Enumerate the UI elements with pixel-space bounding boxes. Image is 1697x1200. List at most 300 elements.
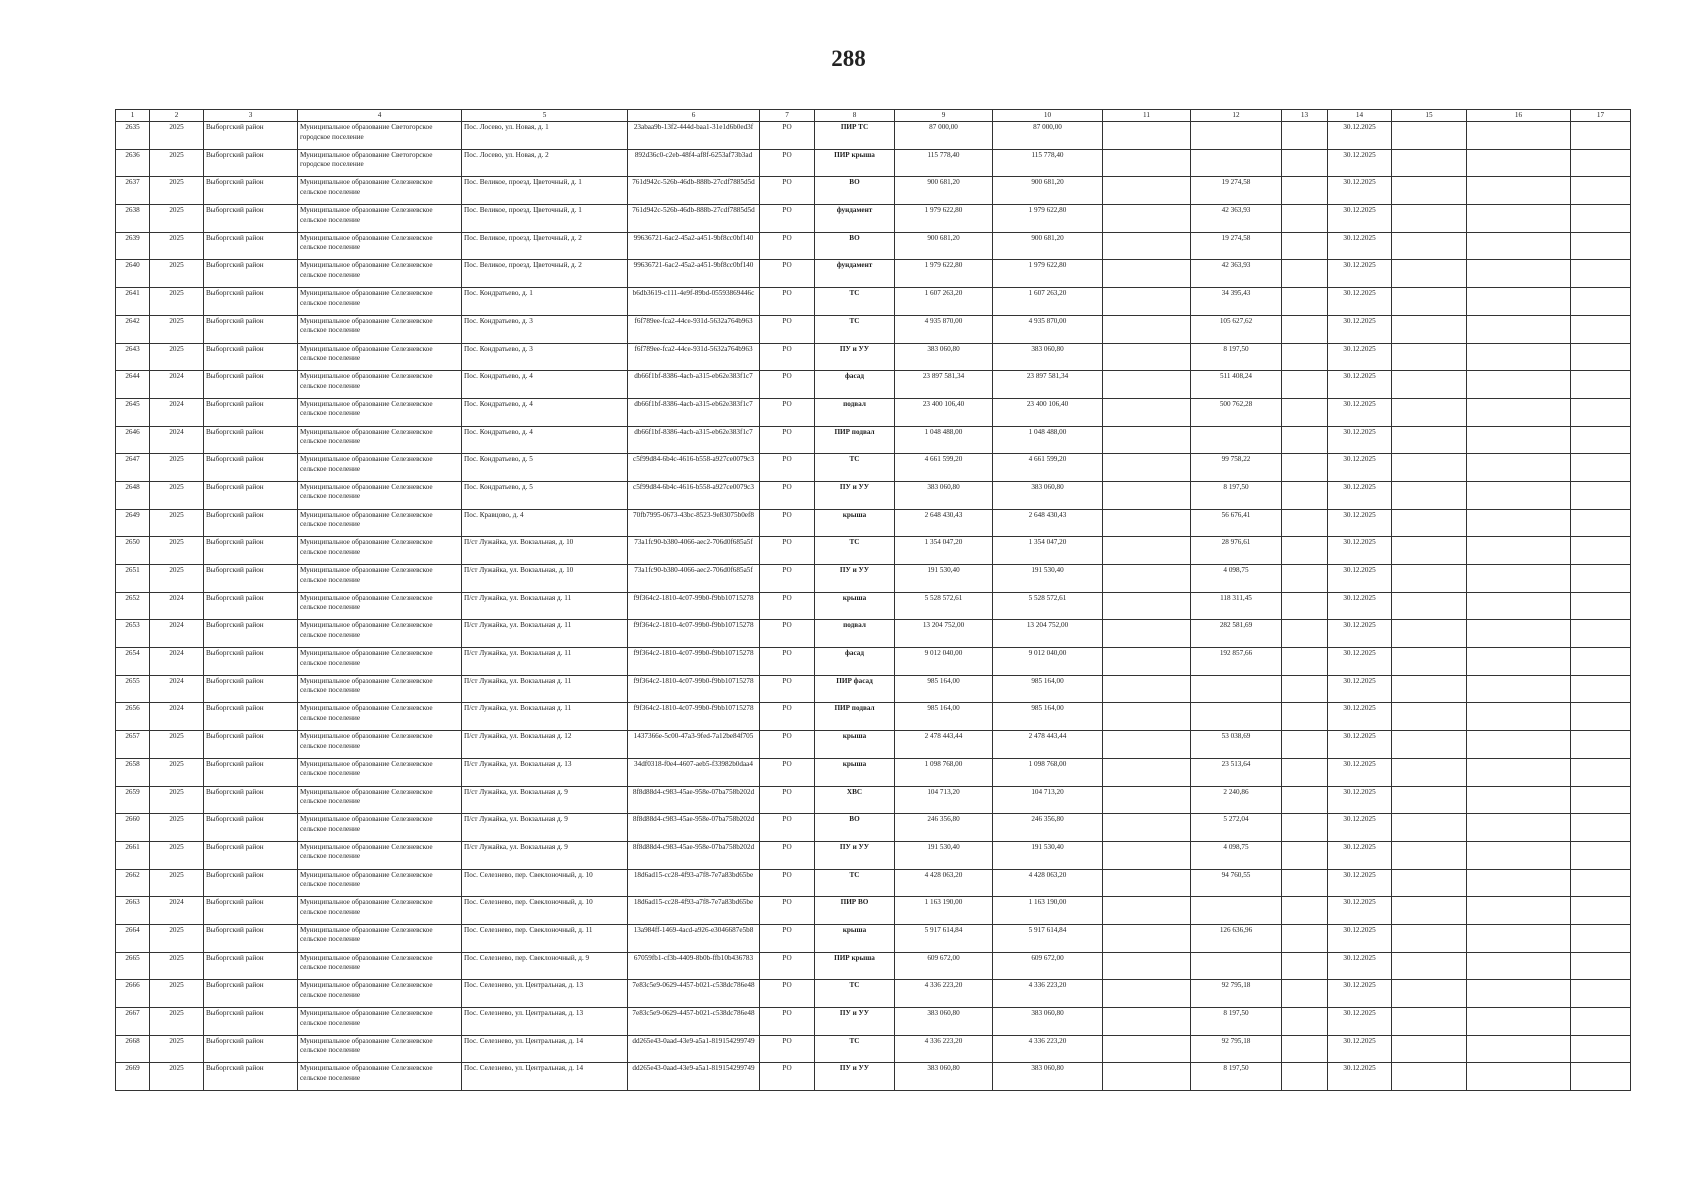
cell-col-15 bbox=[1392, 205, 1467, 233]
cell-col-17 bbox=[1571, 620, 1631, 648]
cell-col-8: ТС bbox=[815, 454, 895, 482]
cell-col-9: 1 979 622,80 bbox=[895, 205, 993, 233]
cell-col-1: 2648 bbox=[116, 481, 150, 509]
cell-col-6: dd265e43-0aad-43e9-a5a1-819154299749 bbox=[628, 1063, 760, 1091]
cell-col-4: Муниципальное образование Селезневское сельское поселение bbox=[298, 952, 462, 980]
cell-col-11 bbox=[1103, 315, 1191, 343]
cell-col-14: 30.12.2025 bbox=[1328, 592, 1392, 620]
cell-col-17 bbox=[1571, 731, 1631, 759]
cell-col-1: 2665 bbox=[116, 952, 150, 980]
table-row bbox=[116, 149, 1631, 177]
cell-col-3: Выборгский район bbox=[204, 648, 298, 676]
cell-col-14: 30.12.2025 bbox=[1328, 177, 1392, 205]
cell-col-15 bbox=[1392, 565, 1467, 593]
cell-col-13 bbox=[1282, 897, 1328, 925]
cell-col-16 bbox=[1467, 537, 1571, 565]
cell-col-9: 9 012 040,00 bbox=[895, 648, 993, 676]
cell-col-6: 73a1fc90-b380-4066-aec2-706d0f685a5f bbox=[628, 537, 760, 565]
cell-col-3: Выборгский район bbox=[204, 897, 298, 925]
cell-col-8: ПУ и УУ bbox=[815, 1063, 895, 1091]
cell-col-13 bbox=[1282, 731, 1328, 759]
cell-col-7: РО bbox=[760, 537, 815, 565]
column-header-15: 15 bbox=[1392, 110, 1467, 122]
cell-col-5: Пос. Кондратьево, д. 4 bbox=[462, 398, 628, 426]
page-number: 288 bbox=[831, 46, 866, 71]
cell-col-6: 99636721-6ac2-45a2-a451-9bf8cc0bf140 bbox=[628, 232, 760, 260]
cell-col-7: РО bbox=[760, 869, 815, 897]
cell-col-14: 30.12.2025 bbox=[1328, 454, 1392, 482]
cell-col-16 bbox=[1467, 371, 1571, 399]
cell-col-10: 1 979 622,80 bbox=[993, 205, 1103, 233]
cell-col-11 bbox=[1103, 731, 1191, 759]
cell-col-1: 2641 bbox=[116, 288, 150, 316]
cell-col-8: крыша bbox=[815, 731, 895, 759]
cell-col-16 bbox=[1467, 924, 1571, 952]
cell-col-17 bbox=[1571, 343, 1631, 371]
cell-col-8: ТС bbox=[815, 288, 895, 316]
cell-col-11 bbox=[1103, 648, 1191, 676]
cell-col-1: 2640 bbox=[116, 260, 150, 288]
cell-col-4: Муниципальное образование Селезневское сельское поселение bbox=[298, 924, 462, 952]
cell-col-13 bbox=[1282, 343, 1328, 371]
cell-col-6: dd265e43-0aad-43e9-a5a1-819154299749 bbox=[628, 1035, 760, 1063]
cell-col-7: РО bbox=[760, 786, 815, 814]
cell-col-7: РО bbox=[760, 288, 815, 316]
cell-col-4: Муниципальное образование Селезневское сельское поселение bbox=[298, 288, 462, 316]
cell-col-4: Муниципальное образование Светогорское городское поселение bbox=[298, 122, 462, 150]
cell-col-14: 30.12.2025 bbox=[1328, 149, 1392, 177]
column-header-2: 2 bbox=[150, 110, 204, 122]
column-header-8: 8 bbox=[815, 110, 895, 122]
cell-col-11 bbox=[1103, 149, 1191, 177]
table-row bbox=[116, 897, 1631, 925]
cell-col-17 bbox=[1571, 675, 1631, 703]
cell-col-7: РО bbox=[760, 232, 815, 260]
cell-col-11 bbox=[1103, 371, 1191, 399]
cell-col-3: Выборгский район bbox=[204, 703, 298, 731]
cell-col-9: 383 060,80 bbox=[895, 1063, 993, 1091]
cell-col-17 bbox=[1571, 481, 1631, 509]
table-row bbox=[116, 177, 1631, 205]
cell-col-9: 900 681,20 bbox=[895, 177, 993, 205]
table-row bbox=[116, 122, 1631, 150]
cell-col-4: Муниципальное образование Селезневское сельское поселение bbox=[298, 731, 462, 759]
cell-col-6: 73a1fc90-b380-4066-aec2-706d0f685a5f bbox=[628, 565, 760, 593]
cell-col-2: 2025 bbox=[150, 869, 204, 897]
cell-col-7: РО bbox=[760, 620, 815, 648]
cell-col-1: 2643 bbox=[116, 343, 150, 371]
cell-col-7: РО bbox=[760, 924, 815, 952]
cell-col-9: 1 607 263,20 bbox=[895, 288, 993, 316]
table-row bbox=[116, 592, 1631, 620]
cell-col-4: Муниципальное образование Селезневское сельское поселение bbox=[298, 177, 462, 205]
cell-col-17 bbox=[1571, 315, 1631, 343]
cell-col-11 bbox=[1103, 260, 1191, 288]
cell-col-7: РО bbox=[760, 1063, 815, 1091]
cell-col-6: 34df0318-f0e4-4607-aeb5-f33982b0daa4 bbox=[628, 758, 760, 786]
cell-col-2: 2025 bbox=[150, 758, 204, 786]
cell-col-15 bbox=[1392, 122, 1467, 150]
cell-col-5: Пос. Великое, проезд. Цветочный, д. 1 bbox=[462, 205, 628, 233]
cell-col-15 bbox=[1392, 481, 1467, 509]
cell-col-7: РО bbox=[760, 648, 815, 676]
column-header-6: 6 bbox=[628, 110, 760, 122]
cell-col-5: Пос. Кондратьево, д. 1 bbox=[462, 288, 628, 316]
cell-col-17 bbox=[1571, 1063, 1631, 1091]
cell-col-12: 92 795,18 bbox=[1191, 1035, 1282, 1063]
cell-col-2: 2025 bbox=[150, 509, 204, 537]
cell-col-5: Пос. Селезнево, ул. Центральная, д. 14 bbox=[462, 1063, 628, 1091]
cell-col-14: 30.12.2025 bbox=[1328, 122, 1392, 150]
cell-col-12: 282 581,69 bbox=[1191, 620, 1282, 648]
cell-col-5: Пос. Лосево, ул. Новая, д. 1 bbox=[462, 122, 628, 150]
cell-col-3: Выборгский район bbox=[204, 481, 298, 509]
cell-col-12 bbox=[1191, 703, 1282, 731]
cell-col-2: 2025 bbox=[150, 924, 204, 952]
cell-col-10: 383 060,80 bbox=[993, 1008, 1103, 1036]
cell-col-16 bbox=[1467, 1035, 1571, 1063]
cell-col-3: Выборгский район bbox=[204, 315, 298, 343]
cell-col-3: Выборгский район bbox=[204, 149, 298, 177]
cell-col-15 bbox=[1392, 841, 1467, 869]
cell-col-15 bbox=[1392, 343, 1467, 371]
column-header-10: 10 bbox=[993, 110, 1103, 122]
header-row bbox=[116, 110, 1631, 122]
cell-col-6: 67059fb1-cf3b-4409-8b0b-ffb10b436783 bbox=[628, 952, 760, 980]
cell-col-8: ПУ и УУ bbox=[815, 481, 895, 509]
table-row bbox=[116, 232, 1631, 260]
cell-col-11 bbox=[1103, 1063, 1191, 1091]
cell-col-16 bbox=[1467, 814, 1571, 842]
cell-col-15 bbox=[1392, 980, 1467, 1008]
cell-col-17 bbox=[1571, 537, 1631, 565]
cell-col-12 bbox=[1191, 122, 1282, 150]
cell-col-8: ПИР крыша bbox=[815, 952, 895, 980]
cell-col-15 bbox=[1392, 648, 1467, 676]
cell-col-16 bbox=[1467, 841, 1571, 869]
table-row bbox=[116, 343, 1631, 371]
cell-col-4: Муниципальное образование Селезневское сельское поселение bbox=[298, 592, 462, 620]
cell-col-13 bbox=[1282, 565, 1328, 593]
cell-col-9: 1 048 488,00 bbox=[895, 426, 993, 454]
cell-col-10: 985 164,00 bbox=[993, 675, 1103, 703]
column-header-3: 3 bbox=[204, 110, 298, 122]
cell-col-3: Выборгский район bbox=[204, 371, 298, 399]
table-row bbox=[116, 481, 1631, 509]
cell-col-7: РО bbox=[760, 980, 815, 1008]
cell-col-16 bbox=[1467, 952, 1571, 980]
cell-col-9: 985 164,00 bbox=[895, 703, 993, 731]
cell-col-13 bbox=[1282, 232, 1328, 260]
cell-col-3: Выборгский район bbox=[204, 288, 298, 316]
cell-col-16 bbox=[1467, 786, 1571, 814]
cell-col-6: 13a984ff-1469-4acd-a926-e3046687e5b8 bbox=[628, 924, 760, 952]
cell-col-16 bbox=[1467, 648, 1571, 676]
table-row bbox=[116, 1008, 1631, 1036]
cell-col-17 bbox=[1571, 1035, 1631, 1063]
cell-col-1: 2647 bbox=[116, 454, 150, 482]
cell-col-13 bbox=[1282, 205, 1328, 233]
cell-col-8: фасад bbox=[815, 371, 895, 399]
cell-col-2: 2025 bbox=[150, 841, 204, 869]
cell-col-14: 30.12.2025 bbox=[1328, 1035, 1392, 1063]
cell-col-16 bbox=[1467, 1008, 1571, 1036]
cell-col-2: 2025 bbox=[150, 1035, 204, 1063]
cell-col-5: П/ст Лужайка, ул. Вокзальная д. 13 bbox=[462, 758, 628, 786]
cell-col-13 bbox=[1282, 426, 1328, 454]
cell-col-2: 2025 bbox=[150, 537, 204, 565]
cell-col-11 bbox=[1103, 841, 1191, 869]
table-row bbox=[116, 731, 1631, 759]
column-header-16: 16 bbox=[1467, 110, 1571, 122]
cell-col-10: 383 060,80 bbox=[993, 481, 1103, 509]
cell-col-8: фундамент bbox=[815, 205, 895, 233]
cell-col-8: ТС bbox=[815, 1035, 895, 1063]
cell-col-10: 104 713,20 bbox=[993, 786, 1103, 814]
cell-col-4: Муниципальное образование Селезневское сельское поселение bbox=[298, 980, 462, 1008]
cell-col-16 bbox=[1467, 288, 1571, 316]
cell-col-11 bbox=[1103, 703, 1191, 731]
cell-col-3: Выборгский район bbox=[204, 565, 298, 593]
cell-col-11 bbox=[1103, 675, 1191, 703]
cell-col-3: Выборгский район bbox=[204, 454, 298, 482]
cell-col-7: РО bbox=[760, 814, 815, 842]
cell-col-8: ВО bbox=[815, 814, 895, 842]
cell-col-2: 2025 bbox=[150, 1008, 204, 1036]
cell-col-13 bbox=[1282, 703, 1328, 731]
table-header bbox=[116, 110, 1631, 122]
cell-col-4: Муниципальное образование Селезневское сельское поселение bbox=[298, 232, 462, 260]
cell-col-15 bbox=[1392, 620, 1467, 648]
cell-col-12: 2 240,86 bbox=[1191, 786, 1282, 814]
cell-col-7: РО bbox=[760, 675, 815, 703]
cell-col-16 bbox=[1467, 232, 1571, 260]
cell-col-14: 30.12.2025 bbox=[1328, 786, 1392, 814]
cell-col-2: 2024 bbox=[150, 675, 204, 703]
cell-col-1: 2667 bbox=[116, 1008, 150, 1036]
cell-col-14: 30.12.2025 bbox=[1328, 731, 1392, 759]
cell-col-12: 500 762,28 bbox=[1191, 398, 1282, 426]
cell-col-12: 56 676,41 bbox=[1191, 509, 1282, 537]
cell-col-15 bbox=[1392, 232, 1467, 260]
cell-col-3: Выборгский район bbox=[204, 343, 298, 371]
table-row bbox=[116, 869, 1631, 897]
cell-col-2: 2025 bbox=[150, 205, 204, 233]
cell-col-2: 2025 bbox=[150, 315, 204, 343]
cell-col-4: Муниципальное образование Селезневское сельское поселение bbox=[298, 675, 462, 703]
cell-col-1: 2669 bbox=[116, 1063, 150, 1091]
cell-col-7: РО bbox=[760, 592, 815, 620]
cell-col-13 bbox=[1282, 620, 1328, 648]
cell-col-2: 2024 bbox=[150, 648, 204, 676]
cell-col-6: 23abaa9b-13f2-444d-baa1-31e1d6b0ed3f bbox=[628, 122, 760, 150]
cell-col-14: 30.12.2025 bbox=[1328, 675, 1392, 703]
cell-col-6: c5f99d84-6b4c-4616-b558-a927ce0079c3 bbox=[628, 454, 760, 482]
cell-col-5: П/ст Лужайка, ул. Вокзальная, д. 10 bbox=[462, 537, 628, 565]
cell-col-4: Муниципальное образование Селезневское сельское поселение bbox=[298, 1063, 462, 1091]
cell-col-1: 2646 bbox=[116, 426, 150, 454]
cell-col-13 bbox=[1282, 260, 1328, 288]
cell-col-3: Выборгский район bbox=[204, 398, 298, 426]
cell-col-7: РО bbox=[760, 758, 815, 786]
cell-col-14: 30.12.2025 bbox=[1328, 205, 1392, 233]
cell-col-17 bbox=[1571, 177, 1631, 205]
cell-col-5: Пос. Селезнево, ул. Центральная, д. 13 bbox=[462, 1008, 628, 1036]
cell-col-10: 87 000,00 bbox=[993, 122, 1103, 150]
cell-col-8: ПУ и УУ bbox=[815, 1008, 895, 1036]
cell-col-7: РО bbox=[760, 1035, 815, 1063]
cell-col-9: 383 060,80 bbox=[895, 1008, 993, 1036]
cell-col-12: 19 274,58 bbox=[1191, 232, 1282, 260]
column-header-14: 14 bbox=[1328, 110, 1392, 122]
cell-col-17 bbox=[1571, 260, 1631, 288]
cell-col-2: 2024 bbox=[150, 703, 204, 731]
cell-col-11 bbox=[1103, 620, 1191, 648]
cell-col-10: 383 060,80 bbox=[993, 343, 1103, 371]
cell-col-11 bbox=[1103, 232, 1191, 260]
cell-col-13 bbox=[1282, 122, 1328, 150]
cell-col-17 bbox=[1571, 565, 1631, 593]
cell-col-4: Муниципальное образование Селезневское сельское поселение bbox=[298, 1008, 462, 1036]
cell-col-14: 30.12.2025 bbox=[1328, 980, 1392, 1008]
cell-col-7: РО bbox=[760, 703, 815, 731]
table-row bbox=[116, 315, 1631, 343]
cell-col-10: 4 428 063,20 bbox=[993, 869, 1103, 897]
cell-col-10: 246 356,80 bbox=[993, 814, 1103, 842]
cell-col-14: 30.12.2025 bbox=[1328, 1008, 1392, 1036]
cell-col-6: db66f1bf-8386-4acb-a315-eb62e383f1c7 bbox=[628, 371, 760, 399]
cell-col-1: 2650 bbox=[116, 537, 150, 565]
cell-col-13 bbox=[1282, 841, 1328, 869]
cell-col-15 bbox=[1392, 371, 1467, 399]
cell-col-12: 23 513,64 bbox=[1191, 758, 1282, 786]
cell-col-11 bbox=[1103, 509, 1191, 537]
cell-col-2: 2025 bbox=[150, 814, 204, 842]
cell-col-11 bbox=[1103, 426, 1191, 454]
cell-col-12: 42 363,93 bbox=[1191, 205, 1282, 233]
cell-col-15 bbox=[1392, 426, 1467, 454]
column-header-5: 5 bbox=[462, 110, 628, 122]
cell-col-1: 2662 bbox=[116, 869, 150, 897]
cell-col-10: 2 648 430,43 bbox=[993, 509, 1103, 537]
cell-col-8: крыша bbox=[815, 509, 895, 537]
cell-col-14: 30.12.2025 bbox=[1328, 481, 1392, 509]
table-row bbox=[116, 786, 1631, 814]
cell-col-4: Муниципальное образование Селезневское сельское поселение bbox=[298, 648, 462, 676]
cell-col-3: Выборгский район bbox=[204, 869, 298, 897]
cell-col-11 bbox=[1103, 758, 1191, 786]
cell-col-3: Выборгский район bbox=[204, 841, 298, 869]
cell-col-9: 5 528 572,61 bbox=[895, 592, 993, 620]
cell-col-8: ТС bbox=[815, 537, 895, 565]
table-row bbox=[116, 703, 1631, 731]
cell-col-11 bbox=[1103, 565, 1191, 593]
cell-col-12: 8 197,50 bbox=[1191, 1063, 1282, 1091]
cell-col-6: 7e83c5e9-0629-4457-b021-c538dc786e48 bbox=[628, 980, 760, 1008]
cell-col-6: 70fb7995-0673-43bc-8523-9e83075b0ef8 bbox=[628, 509, 760, 537]
cell-col-5: Пос. Великое, проезд. Цветочный, д. 1 bbox=[462, 177, 628, 205]
cell-col-13 bbox=[1282, 454, 1328, 482]
cell-col-13 bbox=[1282, 758, 1328, 786]
column-header-11: 11 bbox=[1103, 110, 1191, 122]
cell-col-8: ТС bbox=[815, 869, 895, 897]
cell-col-11 bbox=[1103, 786, 1191, 814]
cell-col-9: 4 428 063,20 bbox=[895, 869, 993, 897]
cell-col-12: 5 272,04 bbox=[1191, 814, 1282, 842]
cell-col-13 bbox=[1282, 952, 1328, 980]
cell-col-17 bbox=[1571, 288, 1631, 316]
cell-col-6: c5f99d84-6b4c-4616-b558-a927ce0079c3 bbox=[628, 481, 760, 509]
cell-col-11 bbox=[1103, 398, 1191, 426]
cell-col-5: Пос. Кравцово, д. 4 bbox=[462, 509, 628, 537]
cell-col-12 bbox=[1191, 675, 1282, 703]
cell-col-1: 2658 bbox=[116, 758, 150, 786]
cell-col-12 bbox=[1191, 149, 1282, 177]
cell-col-10: 4 336 223,20 bbox=[993, 1035, 1103, 1063]
cell-col-2: 2024 bbox=[150, 426, 204, 454]
cell-col-8: ХВС bbox=[815, 786, 895, 814]
cell-col-16 bbox=[1467, 758, 1571, 786]
cell-col-10: 23 897 581,34 bbox=[993, 371, 1103, 399]
cell-col-8: ПИР подвал bbox=[815, 703, 895, 731]
cell-col-1: 2666 bbox=[116, 980, 150, 1008]
cell-col-16 bbox=[1467, 703, 1571, 731]
cell-col-7: РО bbox=[760, 841, 815, 869]
cell-col-13 bbox=[1282, 814, 1328, 842]
cell-col-11 bbox=[1103, 924, 1191, 952]
cell-col-16 bbox=[1467, 897, 1571, 925]
cell-col-9: 13 204 752,00 bbox=[895, 620, 993, 648]
cell-col-7: РО bbox=[760, 454, 815, 482]
cell-col-7: РО bbox=[760, 897, 815, 925]
cell-col-3: Выборгский район bbox=[204, 675, 298, 703]
cell-col-13 bbox=[1282, 398, 1328, 426]
table-row bbox=[116, 371, 1631, 399]
cell-col-14: 30.12.2025 bbox=[1328, 869, 1392, 897]
cell-col-14: 30.12.2025 bbox=[1328, 758, 1392, 786]
table-row bbox=[116, 260, 1631, 288]
cell-col-9: 191 530,40 bbox=[895, 841, 993, 869]
cell-col-17 bbox=[1571, 592, 1631, 620]
cell-col-5: Пос. Кондратьево, д. 3 bbox=[462, 343, 628, 371]
cell-col-10: 23 400 106,40 bbox=[993, 398, 1103, 426]
cell-col-12: 42 363,93 bbox=[1191, 260, 1282, 288]
cell-col-5: Пос. Селезнево, ул. Центральная, д. 14 bbox=[462, 1035, 628, 1063]
cell-col-14: 30.12.2025 bbox=[1328, 232, 1392, 260]
cell-col-10: 13 204 752,00 bbox=[993, 620, 1103, 648]
cell-col-5: Пос. Селезнево, ул. Центральная, д. 13 bbox=[462, 980, 628, 1008]
cell-col-5: Пос. Кондратьево, д. 5 bbox=[462, 454, 628, 482]
cell-col-3: Выборгский район bbox=[204, 786, 298, 814]
cell-col-4: Муниципальное образование Селезневское сельское поселение bbox=[298, 841, 462, 869]
cell-col-10: 1 607 263,20 bbox=[993, 288, 1103, 316]
cell-col-9: 4 336 223,20 bbox=[895, 980, 993, 1008]
column-header-7: 7 bbox=[760, 110, 815, 122]
cell-col-11 bbox=[1103, 343, 1191, 371]
cell-col-2: 2025 bbox=[150, 1063, 204, 1091]
cell-col-7: РО bbox=[760, 177, 815, 205]
table-row bbox=[116, 758, 1631, 786]
cell-col-17 bbox=[1571, 509, 1631, 537]
cell-col-10: 1 979 622,80 bbox=[993, 260, 1103, 288]
cell-col-4: Муниципальное образование Селезневское сельское поселение bbox=[298, 620, 462, 648]
cell-col-14: 30.12.2025 bbox=[1328, 620, 1392, 648]
cell-col-2: 2024 bbox=[150, 620, 204, 648]
cell-col-17 bbox=[1571, 648, 1631, 676]
table-row bbox=[116, 205, 1631, 233]
cell-col-16 bbox=[1467, 980, 1571, 1008]
cell-col-10: 609 672,00 bbox=[993, 952, 1103, 980]
